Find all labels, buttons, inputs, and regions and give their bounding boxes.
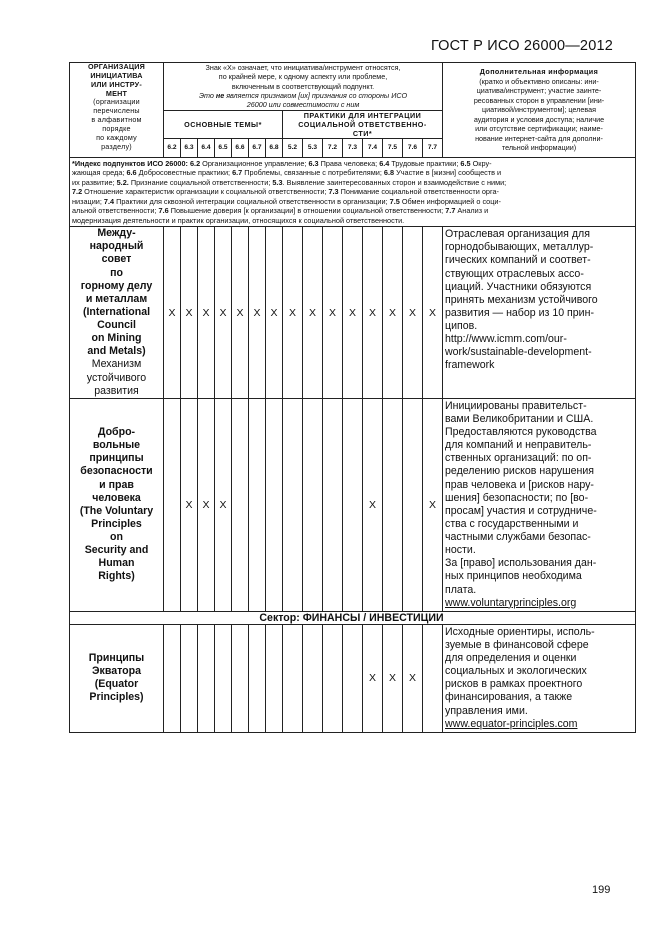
organization-name-cell: [70, 227, 164, 399]
note-line: Знак «Х» означает, что инициатива/инструмент относятся,: [205, 63, 401, 72]
clause-mark-cell: [323, 398, 343, 611]
info-line: гических компаний и соответ-: [445, 254, 591, 267]
index-segment: низации;: [72, 196, 104, 206]
clause-mark-cell: X: [423, 227, 443, 399]
index-segment: 5.3: [272, 177, 283, 187]
clause-mark-cell: [383, 398, 403, 611]
clause-mark-cell: X: [215, 227, 232, 399]
organization-name-line: Principles: [91, 517, 142, 530]
note-italic-line: [164, 91, 442, 100]
additional-info-line: (кратко и объективно описаны: ини-: [479, 76, 599, 86]
info-line: рисков в рамках проектного: [445, 678, 583, 691]
organization-name-line: Human: [98, 557, 135, 570]
organization-name-line: on: [110, 531, 123, 544]
index-segment: Трудовые практики;: [389, 158, 461, 168]
additional-info-title: Дополнительная информация: [479, 67, 599, 77]
index-segment: модернизация деятельности и практик организации, относящихся к социальной ответственности.: [72, 215, 405, 225]
organization-name-line: Security and: [84, 544, 149, 557]
clause-mark-cell: [283, 398, 303, 611]
organization-name-line: безопасности: [80, 465, 153, 478]
clause-mark-cell: X: [181, 227, 198, 399]
organization-name-line: развития: [94, 384, 139, 397]
clause-mark-cell: [232, 398, 249, 611]
info-line: ности.: [445, 544, 476, 557]
clause-mark-cell: X: [198, 227, 215, 399]
index-line: [72, 187, 633, 196]
clause-mark-cell: X: [266, 227, 283, 399]
organization-name-line: Экватора: [92, 665, 141, 678]
note-italic-bold: не: [215, 91, 225, 101]
index-segment: жающая среда;: [72, 168, 127, 178]
organization-name-cell: [70, 624, 164, 732]
info-line: для определения и оценки: [445, 652, 577, 665]
info-line: ственных организаций: по оп-: [445, 452, 592, 465]
organization-name-line: Механизм: [91, 358, 142, 371]
index-segment: Окру-: [470, 158, 492, 168]
clause-mark-cell: [303, 398, 323, 611]
clause-mark-cell: [403, 398, 423, 611]
organization-name-line: Council: [97, 319, 136, 332]
index-segment: 6.6: [126, 168, 137, 178]
organization-name-line: и прав: [99, 478, 134, 491]
index-line: [72, 178, 633, 187]
header-row: [70, 63, 636, 111]
organization-name-cell: [70, 398, 164, 611]
index-segment: Обмен информацией о соци-: [399, 196, 501, 206]
additional-info-cell: [443, 227, 636, 399]
index-segment: Проблемы, связанные с потребителями;: [242, 168, 384, 178]
organization-name-line: горному делу: [80, 279, 153, 292]
index-segment: 6.7: [232, 168, 243, 178]
clause-mark-cell: X: [343, 227, 363, 399]
organization-row: [70, 227, 636, 399]
clause-mark-cell: X: [181, 398, 198, 611]
index-segment: 7.3: [328, 187, 339, 197]
organization-row: [70, 624, 636, 732]
note-italic-prefix: Это: [198, 91, 216, 101]
organization-name-line: (International: [82, 305, 151, 318]
document-header-title: ГОСТ Р ИСО 26000—2012: [430, 38, 613, 54]
organization-name-line: (The Voluntary: [79, 504, 154, 517]
index-line: [72, 216, 633, 225]
clause-mark-cell: [249, 624, 266, 732]
additional-info-line: или отсутствие сертификации; наиме-: [475, 124, 603, 134]
info-line: плата.: [445, 583, 477, 596]
x-mark-note: [164, 63, 443, 111]
info-line: развития — набор из 10 прин-: [445, 306, 594, 319]
info-line: циаций. Участники обязуются: [445, 280, 592, 293]
clause-mark-cell: X: [283, 227, 303, 399]
clause-number: 7.5: [383, 138, 403, 157]
organization-name-line: Принципы: [88, 652, 145, 665]
org-header-line: ОРГАНИЗАЦИЯ: [87, 62, 146, 71]
clause-number: 6.3: [181, 138, 198, 157]
info-line: частными службами безопас-: [445, 531, 591, 544]
note-line: по крайней мере, к одному аспекту или проблеме,: [218, 72, 388, 82]
org-header-line: МЕНТ: [105, 88, 128, 98]
clause-mark-cell: [343, 398, 363, 611]
index-segment: Понимание социальной ответственности орга-: [338, 187, 499, 197]
index-segment: 6.4: [379, 158, 390, 168]
index-segment: 7.5: [389, 196, 400, 206]
organization-name-line: и металлам: [85, 292, 148, 305]
clause-number: 7.4: [363, 138, 383, 157]
index-segment: 7.2: [72, 187, 83, 197]
clause-index-legend: [70, 157, 636, 226]
organization-row: [70, 398, 636, 611]
info-line: http://www.icmm.com/our-: [445, 333, 567, 346]
organization-name-line: человека: [92, 491, 141, 504]
info-line: За [право] использования дан-: [445, 557, 597, 570]
info-line: для компаний и неправитель-: [445, 439, 592, 452]
practices-label-line: ПРАКТИКИ ДЛЯ ИНТЕГРАЦИИ: [303, 110, 422, 120]
index-segment: 6.8: [383, 168, 395, 178]
index-line: [72, 197, 633, 206]
additional-info-line: тельной информации): [501, 143, 577, 153]
clause-mark-cell: X: [198, 398, 215, 611]
organization-name-line: and Metals): [87, 345, 146, 358]
note-line: включенным в соответствующий подпункт.: [231, 81, 375, 91]
index-segment: Отношение характеристик организации к социальной ответственности;: [82, 187, 329, 197]
info-line: горнодобывающих, металлур-: [445, 241, 594, 254]
org-header-line: порядке: [102, 124, 131, 134]
index-segment: 7.6: [158, 206, 169, 216]
clause-number: 5.2: [283, 138, 303, 157]
organization-name-line: Principles): [89, 691, 144, 704]
info-line: социальных и экологических: [445, 665, 587, 678]
organization-name-line: on Mining: [91, 332, 142, 345]
index-segment: Добросовестные практики;: [136, 168, 233, 178]
info-line: framework: [445, 359, 495, 372]
practices-label-line: СОЦИАЛЬНОЙ ОТВЕТСТВЕННО-: [298, 119, 427, 129]
note-italic-line2: 26000 или совместимости с ним: [246, 100, 360, 110]
index-segment: альной ответственности;: [72, 206, 159, 216]
clause-number: 6.2: [164, 138, 181, 157]
organization-name-line: Между-: [97, 227, 136, 240]
clause-mark-cell: [303, 624, 323, 732]
index-segment: Участие в [жизни] сообществ и: [394, 168, 502, 178]
info-line: финансирования, а также: [445, 691, 573, 704]
sector-row: [70, 611, 636, 624]
clause-mark-cell: X: [403, 227, 423, 399]
org-header-line: перечислены: [93, 106, 140, 116]
clause-mark-cell: [423, 624, 443, 732]
clause-mark-cell: [181, 624, 198, 732]
info-line: work/sustainable-development-: [445, 346, 592, 359]
additional-info-header: [443, 63, 636, 158]
clause-mark-cell: X: [164, 227, 181, 399]
practices-label-line: СТИ*: [352, 128, 373, 138]
clause-number: 7.2: [323, 138, 343, 157]
additional-info-cell: [443, 624, 636, 732]
info-line: Предоставляются руководства: [445, 426, 597, 439]
organization-name-line: совет: [101, 253, 132, 266]
org-header-line: разделу): [101, 141, 132, 151]
clause-number: 5.3: [303, 138, 323, 157]
clause-number: 7.6: [403, 138, 423, 157]
organization-name-line: по: [110, 266, 123, 279]
info-line: принять механизм устойчивого: [445, 293, 598, 306]
core-subjects-label: ОСНОВНЫЕ ТЕМЫ*: [184, 119, 262, 129]
index-segment: 6.3: [308, 158, 319, 168]
clause-mark-cell: [215, 624, 232, 732]
additional-info-line: нование интернет-сайта для дополни-: [475, 133, 603, 143]
org-column-header: [70, 63, 164, 158]
clause-mark-cell: X: [363, 398, 383, 611]
organization-name-line: Rights): [98, 570, 135, 583]
initiatives-table: [69, 62, 636, 733]
clause-number: 7.3: [343, 138, 363, 157]
additional-info-line: аудитория и условия доступа; наличие: [473, 114, 605, 124]
info-url[interactable]: www.equator-principles.com: [445, 717, 578, 730]
organization-name-line: устойчивого: [86, 371, 147, 384]
info-line: управления ими.: [445, 704, 528, 717]
clause-number: 6.6: [232, 138, 249, 157]
index-segment: Организационное управление;: [200, 158, 309, 168]
clause-mark-cell: [283, 624, 303, 732]
additional-info-line: циатива/инструмент; участие заинте-: [476, 86, 602, 96]
index-segment: 6.5: [460, 158, 471, 168]
index-row: [70, 157, 636, 226]
clause-mark-cell: X: [363, 227, 383, 399]
clause-mark-cell: [343, 624, 363, 732]
sector-label: Сектор: ФИНАНСЫ / ИНВЕСТИЦИИ: [70, 611, 636, 624]
info-line: Отраслевая организация для: [445, 228, 590, 241]
org-header-line: ИЛИ ИНСТРУ-: [91, 79, 142, 89]
index-segment: *Индекс подпунктов ИСО 26000: 6.2: [72, 158, 201, 168]
organization-name-line: вольные: [92, 439, 141, 452]
index-segment: 7.7: [445, 206, 456, 216]
index-line: [72, 159, 633, 168]
org-header-line: (организации: [93, 97, 140, 107]
org-header-line: по каждому: [96, 132, 137, 142]
info-line: ствующих отраслевых ассо-: [445, 267, 584, 280]
info-line: Исходные ориентиры, исполь-: [445, 625, 595, 638]
additional-info-line: ресованных сторон в управлении [ини-: [473, 95, 605, 105]
index-segment: 7.4: [103, 196, 115, 206]
clause-mark-cell: X: [383, 624, 403, 732]
core-subjects-header: [164, 110, 283, 138]
info-url[interactable]: www.voluntaryprinciples.org: [445, 596, 577, 609]
organization-name-line: народный: [89, 240, 144, 253]
practices-header: [283, 110, 443, 138]
clause-mark-cell: [266, 624, 283, 732]
info-line: ципов.: [445, 320, 478, 333]
index-segment: 5.2.: [116, 177, 129, 187]
index-segment: их развитие;: [72, 177, 117, 187]
org-header-line: ИНИЦИАТИВА: [90, 70, 143, 80]
info-line: просам] участия и сотрудниче-: [445, 504, 597, 517]
index-segment: Анализ и: [455, 206, 489, 216]
index-segment: Права человека;: [318, 158, 380, 168]
clause-mark-cell: [249, 398, 266, 611]
organization-name-line: (Equator: [94, 678, 139, 691]
clause-number: 6.5: [215, 138, 232, 157]
note-italic-rest: является признаком [их] признания со стороны ИСО: [224, 91, 408, 101]
info-line: прав человека и [рисков нару-: [445, 478, 594, 491]
clause-mark-cell: [164, 398, 181, 611]
clause-mark-cell: [323, 624, 343, 732]
index-line: [72, 168, 633, 177]
clause-mark-cell: X: [363, 624, 383, 732]
clause-mark-cell: [232, 624, 249, 732]
clause-mark-cell: X: [303, 227, 323, 399]
clause-mark-cell: X: [323, 227, 343, 399]
clause-number: 6.4: [198, 138, 215, 157]
index-segment: . Выявление заинтересованных сторон и взаимодействие с ними;: [282, 177, 507, 187]
clause-number: 6.8: [266, 138, 283, 157]
additional-info-cell: [443, 398, 636, 611]
clause-mark-cell: [266, 398, 283, 611]
info-line: Инициированы правительст-: [445, 399, 587, 412]
info-line: зуемые в финансовой сфере: [445, 638, 589, 651]
index-line: [72, 206, 633, 215]
page-number: 199: [592, 884, 611, 896]
index-segment: Признание социальной ответственности;: [128, 177, 273, 187]
org-header-line: в алфавитном: [91, 115, 142, 125]
clause-mark-cell: [198, 624, 215, 732]
clause-mark-cell: [164, 624, 181, 732]
info-line: ных принципов необходима: [445, 570, 582, 583]
clause-mark-cell: X: [249, 227, 266, 399]
info-line: ределению рисков нарушения: [445, 465, 595, 478]
clause-number: 6.7: [249, 138, 266, 157]
index-segment: Повышение доверия [к организации] в отношении социальной ответственности;: [168, 206, 446, 216]
organization-name-line: принципы: [89, 452, 144, 465]
clause-mark-cell: X: [423, 398, 443, 611]
additional-info-line: циативой/инструментом]; целевая: [482, 105, 596, 115]
clause-mark-cell: X: [383, 227, 403, 399]
clause-number: 7.7: [423, 138, 443, 157]
info-line: шения] безопасности; по [во-: [445, 491, 589, 504]
index-segment: Практики для сквозной интеграции социальной ответственности в организации;: [114, 196, 390, 206]
clause-mark-cell: X: [403, 624, 423, 732]
clause-mark-cell: X: [215, 398, 232, 611]
info-line: вами Великобритании и США.: [445, 412, 594, 425]
clause-mark-cell: X: [232, 227, 249, 399]
organization-name-line: Добро-: [97, 426, 136, 439]
info-line: ства с государственными и: [445, 517, 579, 530]
